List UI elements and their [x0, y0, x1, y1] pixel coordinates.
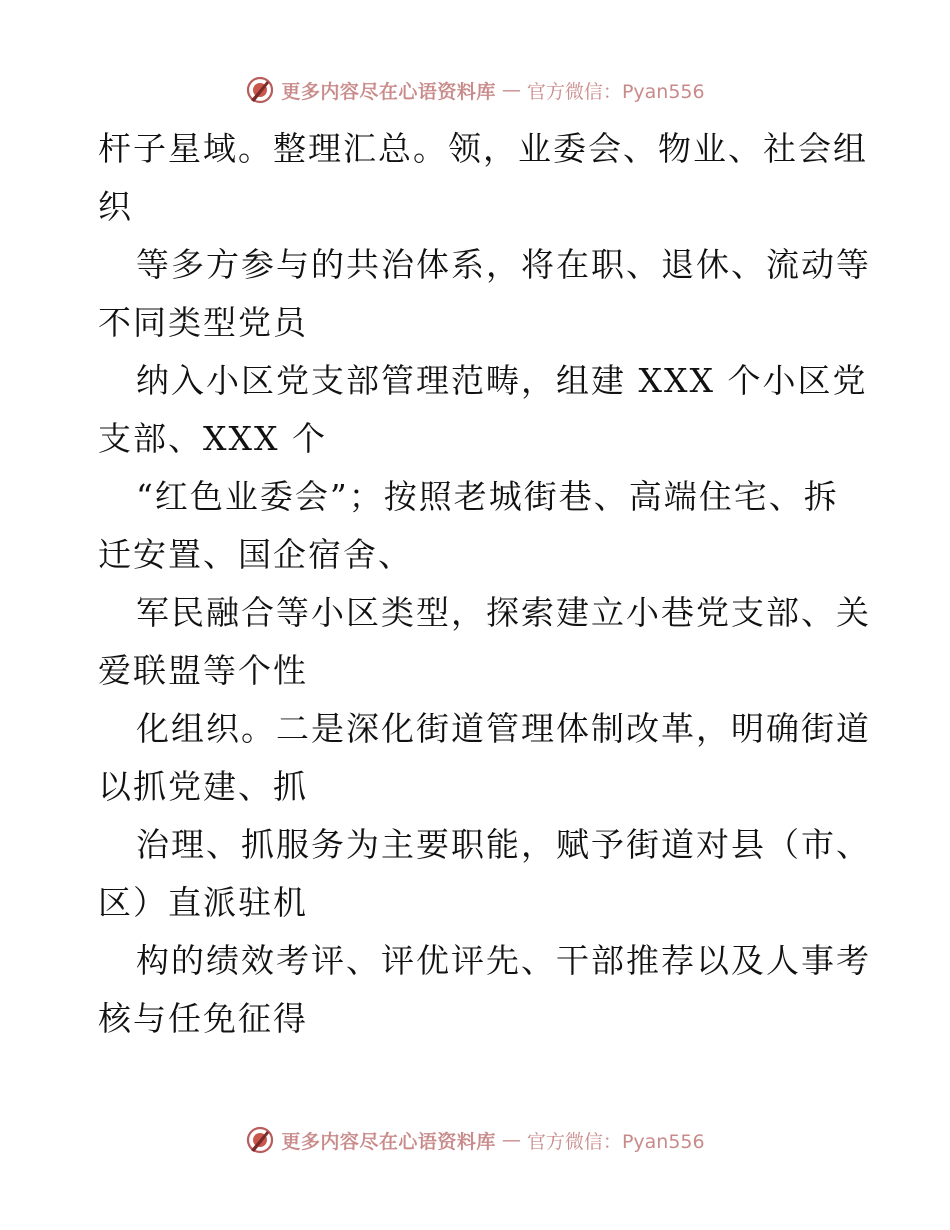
- body-line: 不同类型党员: [98, 303, 308, 342]
- watermark-brand: 更多内容尽在心语资料库: [281, 80, 496, 103]
- body-line: 核与任免征得: [98, 999, 308, 1038]
- body-line: 纳入小区党支部管理范畴，组建 XXX 个小区党: [136, 361, 868, 400]
- body-line: 杆子星域。整理汇总。领，业委会、物业、社会组: [98, 129, 868, 168]
- body-line: 以抓党建、抓: [98, 767, 308, 806]
- watermark-contact-id: Pyan556: [621, 80, 705, 103]
- body-line: 区）直派驻机: [98, 883, 308, 922]
- watermark-dash: —: [501, 79, 521, 101]
- watermark-contact-label: 官方微信：: [526, 80, 622, 103]
- document-body: [98, 120, 871, 1048]
- quill-seal-icon: [245, 1125, 275, 1155]
- body-line: 支部、XXX 个: [98, 419, 327, 458]
- body-line: 爱联盟等个性: [98, 651, 308, 690]
- watermark-contact: [527, 77, 705, 104]
- body-line: 织: [98, 187, 133, 226]
- body-line: 治理、抓服务为主要职能，赋予街道对县（市、: [136, 825, 871, 864]
- footer-watermark: [0, 1120, 950, 1160]
- watermark-contact-id: Pyan556: [621, 1130, 705, 1153]
- body-line: 军民融合等小区类型，探索建立小巷党支部、关: [136, 593, 871, 632]
- watermark-dash: —: [501, 1129, 521, 1151]
- header-watermark: [0, 70, 950, 110]
- body-line: “红色业委会”；按照老城街巷、高端住宅、拆: [136, 477, 839, 516]
- watermark-contact: [527, 1127, 705, 1154]
- watermark-contact-label: 官方微信：: [526, 1130, 622, 1153]
- body-line: 构的绩效考评、评优评先、干部推荐以及人事考: [136, 941, 871, 980]
- body-line: 化组织。二是深化街道管理体制改革，明确街道: [136, 709, 871, 748]
- body-line: 等多方参与的共治体系，将在职、退休、流动等: [136, 245, 871, 284]
- quill-seal-icon: [245, 75, 275, 105]
- body-line: 迁安置、国企宿舍、: [98, 535, 413, 574]
- watermark-brand: 更多内容尽在心语资料库: [281, 1130, 496, 1153]
